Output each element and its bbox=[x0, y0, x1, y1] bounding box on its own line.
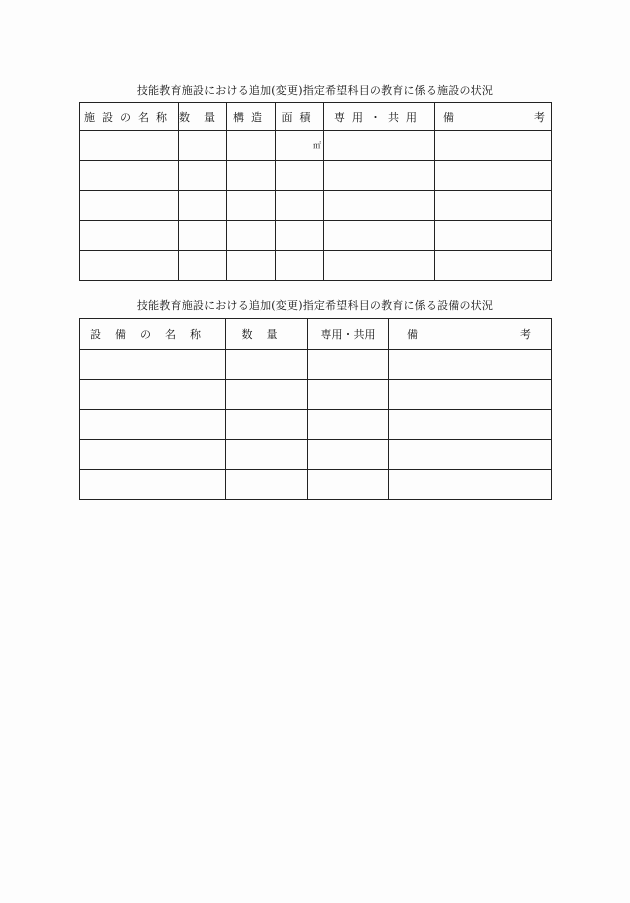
facility-area-cell[interactable] bbox=[276, 251, 324, 281]
facility-remarks-cell[interactable] bbox=[435, 251, 552, 281]
facility-exclusive-shared-header: 専用・共用 bbox=[324, 103, 435, 131]
equipment-exclusive-shared-cell[interactable] bbox=[308, 380, 389, 410]
facility-quantity-cell[interactable] bbox=[179, 191, 227, 221]
facility-name-cell[interactable] bbox=[80, 221, 179, 251]
equipment-exclusive-shared-header: 専用・共用 bbox=[308, 319, 389, 350]
equipment-quantity-header: 数量 bbox=[226, 319, 308, 350]
equipment-quantity-cell[interactable] bbox=[226, 380, 308, 410]
facility-exclusive-shared-cell[interactable] bbox=[324, 221, 435, 251]
facility-row bbox=[80, 191, 552, 221]
equipment-quantity-cell[interactable] bbox=[226, 410, 308, 440]
facility-table-header-row bbox=[80, 103, 552, 131]
equipment-exclusive-shared-cell[interactable] bbox=[308, 410, 389, 440]
facility-name-cell[interactable] bbox=[80, 161, 179, 191]
facility-name-header: 施設の名称 bbox=[80, 103, 179, 131]
equipment-name-cell[interactable] bbox=[80, 410, 226, 440]
equipment-remarks-cell[interactable] bbox=[389, 350, 552, 380]
equipment-remarks-header bbox=[389, 319, 552, 350]
facility-area-cell[interactable] bbox=[276, 191, 324, 221]
facility-exclusive-shared-cell[interactable] bbox=[324, 131, 435, 161]
facility-structure-cell[interactable] bbox=[227, 251, 276, 281]
remarks-label-1: 備 bbox=[407, 328, 418, 341]
facility-quantity-cell[interactable] bbox=[179, 221, 227, 251]
facility-row bbox=[80, 161, 552, 191]
facility-row bbox=[80, 221, 552, 251]
equipment-table bbox=[79, 318, 552, 500]
facility-remarks-header bbox=[435, 103, 552, 131]
equipment-remarks-cell[interactable] bbox=[389, 440, 552, 470]
facility-remarks-cell[interactable] bbox=[435, 221, 552, 251]
facility-table bbox=[79, 102, 552, 281]
equipment-name-cell[interactable] bbox=[80, 470, 226, 500]
facility-area-header: 面積 bbox=[276, 103, 324, 131]
facility-quantity-header: 数量 bbox=[179, 103, 227, 131]
facility-name-cell[interactable] bbox=[80, 131, 179, 161]
equipment-row bbox=[80, 440, 552, 470]
facility-quantity-cell[interactable] bbox=[179, 131, 227, 161]
equipment-section-title: 技能教育施設における追加(変更)指定希望科目の教育に係る設備の状況 bbox=[136, 299, 494, 312]
facility-structure-cell[interactable] bbox=[227, 221, 276, 251]
remarks-label-2: 考 bbox=[534, 110, 545, 124]
facility-structure-header: 構造 bbox=[227, 103, 276, 131]
facility-area-cell[interactable] bbox=[276, 161, 324, 191]
facility-quantity-cell[interactable] bbox=[179, 161, 227, 191]
equipment-row bbox=[80, 380, 552, 410]
equipment-name-cell[interactable] bbox=[80, 440, 226, 470]
facility-structure-cell[interactable] bbox=[227, 191, 276, 221]
equipment-table-header-row bbox=[80, 319, 552, 350]
equipment-exclusive-shared-cell[interactable] bbox=[308, 470, 389, 500]
facility-quantity-cell[interactable] bbox=[179, 251, 227, 281]
facility-area-cell[interactable] bbox=[276, 221, 324, 251]
equipment-remarks-cell[interactable] bbox=[389, 470, 552, 500]
equipment-row bbox=[80, 350, 552, 380]
equipment-row bbox=[80, 470, 552, 500]
facility-remarks-cell[interactable] bbox=[435, 191, 552, 221]
remarks-label-1: 備 bbox=[443, 110, 454, 124]
facility-area-cell[interactable] bbox=[276, 131, 324, 161]
facility-structure-cell[interactable] bbox=[227, 161, 276, 191]
facility-remarks-cell[interactable] bbox=[435, 131, 552, 161]
facility-section-title: 技能教育施設における追加(変更)指定希望科目の教育に係る施設の状況 bbox=[136, 84, 494, 97]
facility-row bbox=[80, 131, 552, 161]
area-unit-label: ㎡ bbox=[313, 141, 321, 150]
facility-exclusive-shared-cell[interactable] bbox=[324, 251, 435, 281]
facility-name-cell[interactable] bbox=[80, 251, 179, 281]
facility-exclusive-shared-cell[interactable] bbox=[324, 161, 435, 191]
facility-row bbox=[80, 251, 552, 281]
remarks-label-2: 考 bbox=[520, 328, 531, 341]
facility-structure-cell[interactable] bbox=[227, 131, 276, 161]
facility-exclusive-shared-cell[interactable] bbox=[324, 191, 435, 221]
equipment-remarks-cell[interactable] bbox=[389, 410, 552, 440]
equipment-quantity-cell[interactable] bbox=[226, 440, 308, 470]
facility-name-cell[interactable] bbox=[80, 191, 179, 221]
equipment-exclusive-shared-cell[interactable] bbox=[308, 440, 389, 470]
equipment-name-header: 設備の名称 bbox=[80, 319, 226, 350]
equipment-name-cell[interactable] bbox=[80, 350, 226, 380]
equipment-remarks-cell[interactable] bbox=[389, 380, 552, 410]
equipment-name-cell[interactable] bbox=[80, 380, 226, 410]
facility-remarks-cell[interactable] bbox=[435, 161, 552, 191]
equipment-quantity-cell[interactable] bbox=[226, 470, 308, 500]
equipment-exclusive-shared-cell[interactable] bbox=[308, 350, 389, 380]
equipment-quantity-cell[interactable] bbox=[226, 350, 308, 380]
equipment-row bbox=[80, 410, 552, 440]
